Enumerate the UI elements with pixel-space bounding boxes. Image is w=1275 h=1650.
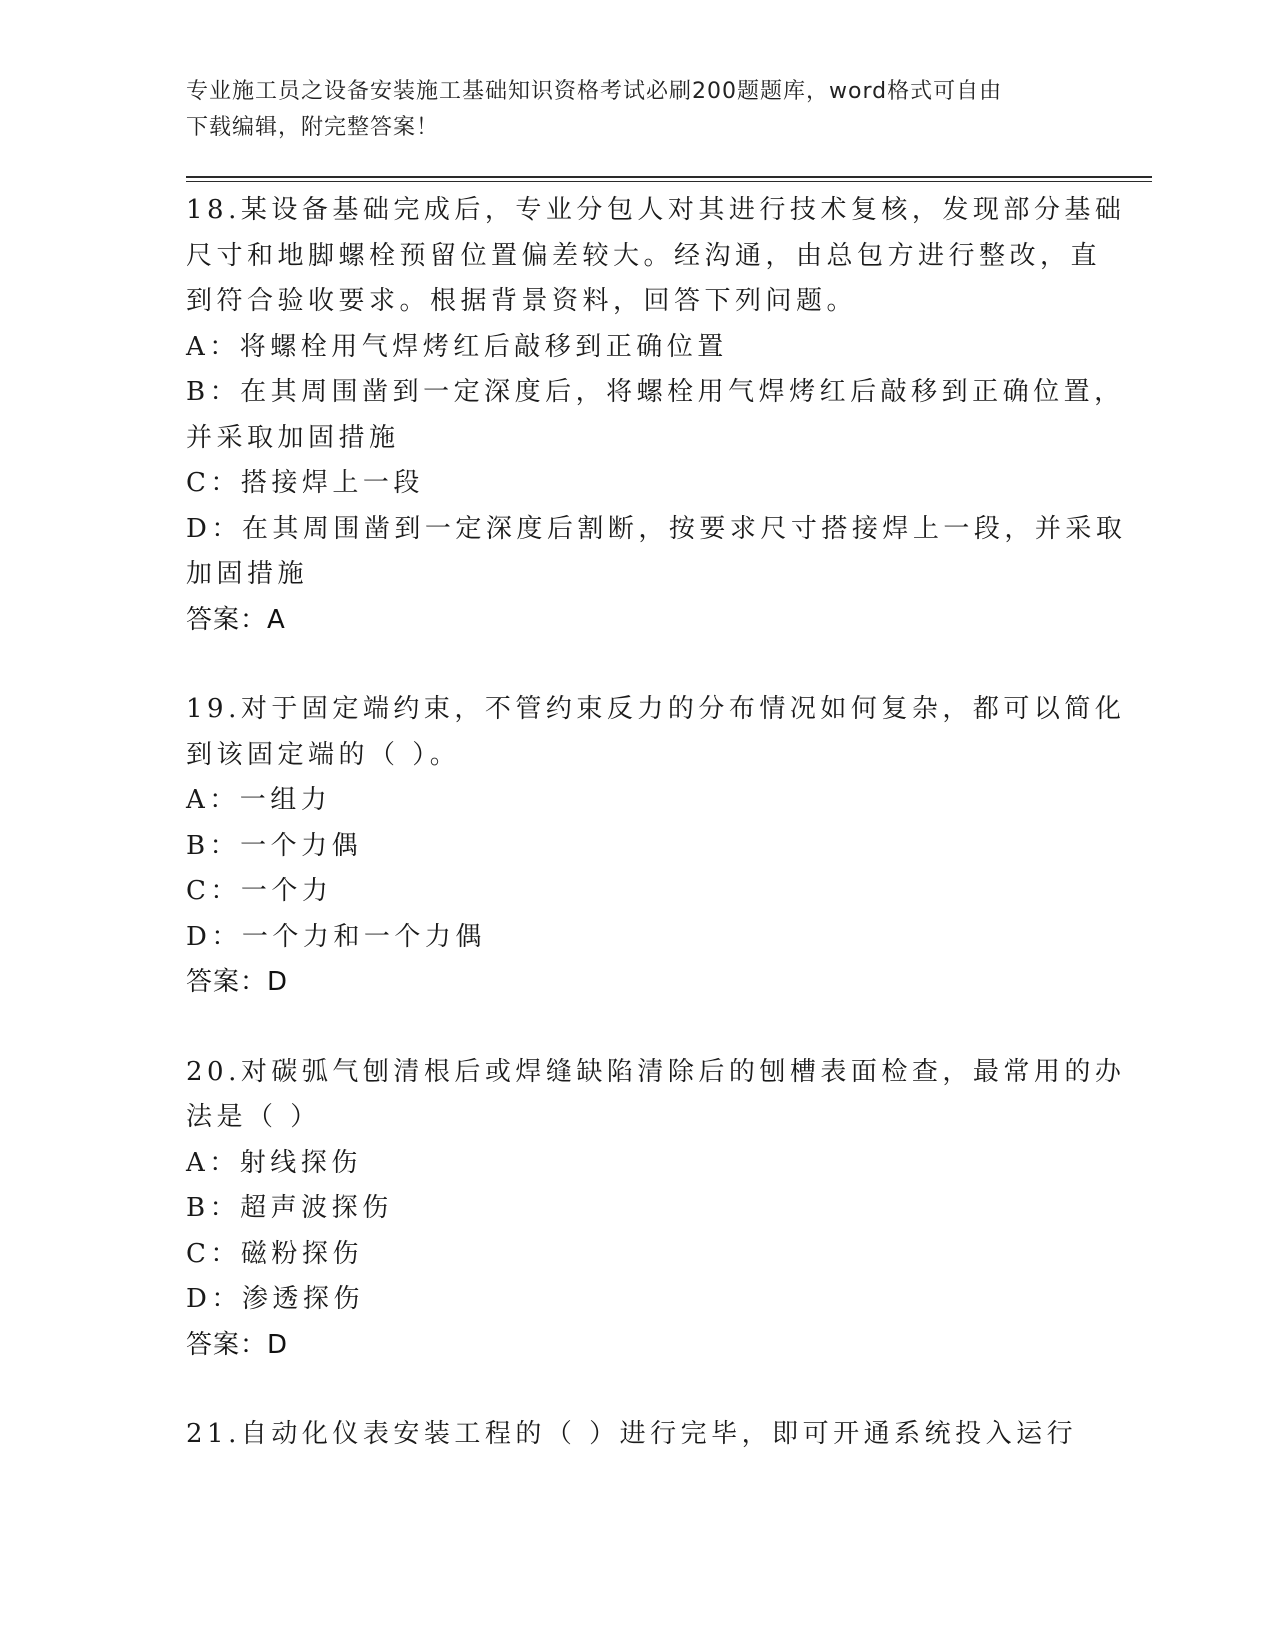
answer-label: 答案：A xyxy=(186,604,286,635)
option-b: B：一个力偶 xyxy=(186,830,363,861)
option-d: D：渗透探伤 xyxy=(186,1284,364,1314)
document-header xyxy=(186,74,1066,146)
question-text-line: 19.对于固定端约束，不管约束反力的分布情况如何复杂，都可以简化 xyxy=(186,694,1126,724)
option-b-continuation: 并采取加固措施 xyxy=(186,422,400,453)
option-a: A：射线探伤 xyxy=(186,1147,362,1178)
option-a: A：将螺栓用气焊烤红后敲移到正确位置 xyxy=(186,331,728,362)
header-divider-thick xyxy=(186,176,1152,178)
question-21 xyxy=(186,1412,1086,1458)
option-b: B：在其周围凿到一定深度后，将螺栓用气焊烤红后敲移到正确位置， xyxy=(186,377,1125,407)
question-20 xyxy=(186,1050,1126,1369)
question-list xyxy=(186,188,1127,1502)
header-line-2: 下载编辑，附完整答案！ xyxy=(186,115,440,140)
question-text-line: 到该固定端的（ ）。 xyxy=(186,739,461,770)
answer-label: 答案：D xyxy=(186,967,289,997)
question-text-line: 21.自动化仪表安装工程的（ ）进行完毕，即可开通系统投入运行 xyxy=(186,1419,1078,1449)
question-text-line: 20.对碳弧气刨清根后或焊缝缺陷清除后的刨槽表面检查，最常用的办 xyxy=(186,1056,1126,1087)
option-c: C：一个力 xyxy=(186,876,333,906)
option-d: D：一个力和一个力偶 xyxy=(186,921,486,952)
option-a: A：一组力 xyxy=(186,785,332,815)
answer-label: 答案：D xyxy=(186,1329,289,1360)
header-divider-thin xyxy=(186,181,1152,182)
question-18 xyxy=(186,188,1127,643)
question-text-line: 18.某设备基础完成后，专业分包人对其进行技术复核，发现部分基础 xyxy=(186,195,1126,225)
option-b: B：超声波探伤 xyxy=(186,1193,393,1223)
question-text-line: 法是（ ） xyxy=(186,1102,321,1132)
header-line-1: 专业施工员之设备安装施工基础知识资格考试必刷200题题库，word格式可自由 xyxy=(186,79,1003,104)
option-d-continuation: 加固措施 xyxy=(186,559,309,589)
option-c: C：磁粉探伤 xyxy=(186,1238,363,1269)
option-c: C：搭接焊上一段 xyxy=(186,468,424,498)
question-text-line: 尺寸和地脚螺栓预留位置偏差较大。经沟通，由总包方进行整改，直 xyxy=(186,240,1102,271)
option-d: D：在其周围凿到一定深度后割断，按要求尺寸搭接焊上一段，并采取 xyxy=(186,513,1127,544)
question-19 xyxy=(186,687,1126,1006)
question-text-line: 到符合验收要求。根据背景资料，回答下列问题。 xyxy=(186,286,858,316)
